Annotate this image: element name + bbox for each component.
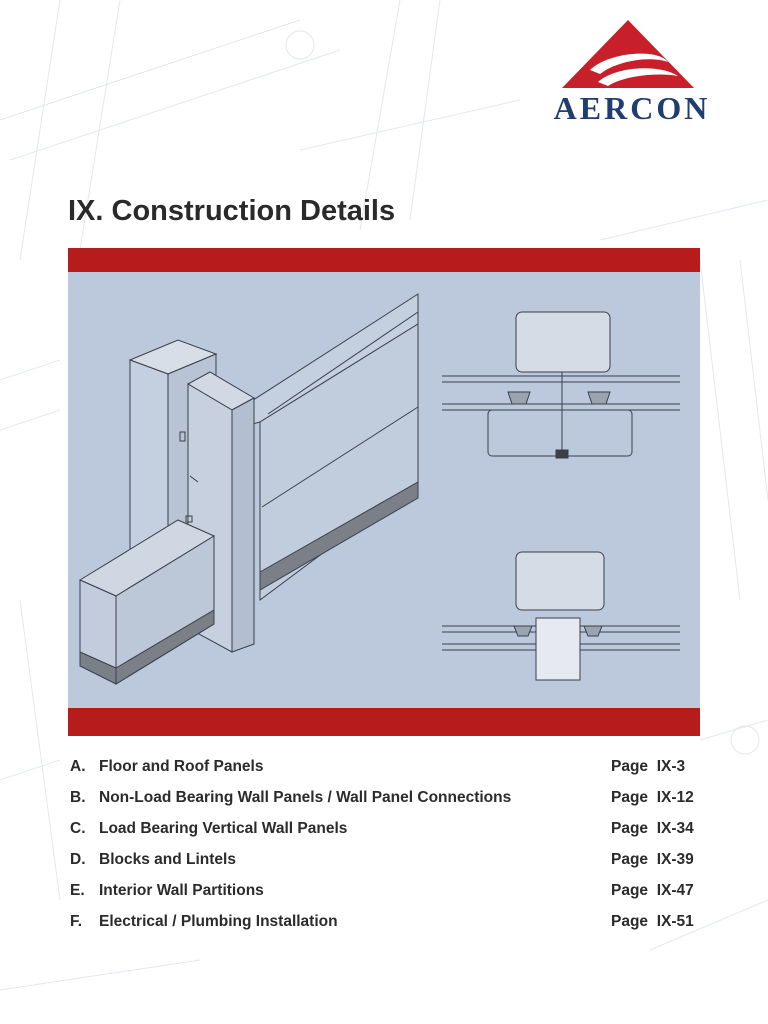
page-title: IX. Construction Details bbox=[68, 195, 396, 227]
toc-item[interactable] bbox=[70, 851, 700, 882]
toc-title: Non-Load Bearing Wall Panels / Wall Panel Connections bbox=[99, 789, 512, 806]
toc-page-label: Page bbox=[611, 913, 649, 930]
toc-page-label: Page bbox=[611, 820, 649, 837]
toc-page-number: IX-51 bbox=[656, 913, 694, 930]
aercon-logo bbox=[518, 18, 746, 126]
toc-page-ref bbox=[611, 758, 685, 776]
toc-page-number: IX-3 bbox=[656, 758, 686, 775]
toc-letter: A. bbox=[70, 758, 86, 775]
toc-page-number: IX-39 bbox=[656, 851, 694, 868]
toc-item[interactable] bbox=[70, 882, 700, 913]
toc-page-ref bbox=[611, 913, 694, 931]
toc-letter: C. bbox=[70, 820, 86, 837]
toc-letter: E. bbox=[70, 882, 85, 899]
toc-page-label: Page bbox=[611, 851, 649, 868]
toc-title: Blocks and Lintels bbox=[99, 851, 236, 868]
table-of-contents bbox=[70, 758, 700, 944]
logo-wordmark: AERCON bbox=[553, 90, 711, 126]
toc-letter: D. bbox=[70, 851, 86, 868]
toc-page-ref bbox=[611, 820, 694, 838]
toc-item[interactable] bbox=[70, 913, 700, 944]
toc-item[interactable] bbox=[70, 820, 700, 851]
toc-letter: B. bbox=[70, 789, 86, 806]
toc-title: Interior Wall Partitions bbox=[99, 882, 264, 899]
logo-triangle-icon bbox=[518, 18, 746, 98]
toc-page-number: IX-12 bbox=[656, 789, 694, 806]
toc-page-ref bbox=[611, 851, 694, 869]
toc-letter: F. bbox=[70, 913, 83, 930]
toc-title: Load Bearing Vertical Wall Panels bbox=[99, 820, 348, 837]
toc-page-label: Page bbox=[611, 882, 649, 899]
toc-title: Floor and Roof Panels bbox=[99, 758, 264, 775]
toc-item[interactable] bbox=[70, 789, 700, 820]
toc-page-number: IX-47 bbox=[656, 882, 694, 899]
toc-page-number: IX-34 bbox=[656, 820, 694, 837]
toc-page-ref bbox=[611, 882, 694, 900]
toc-page-label: Page bbox=[611, 758, 649, 775]
construction-illustration bbox=[68, 272, 700, 708]
toc-page-label: Page bbox=[611, 789, 649, 806]
toc-title: Electrical / Plumbing Installation bbox=[99, 913, 338, 930]
toc-page-ref bbox=[611, 789, 694, 807]
toc-item[interactable] bbox=[70, 758, 700, 789]
